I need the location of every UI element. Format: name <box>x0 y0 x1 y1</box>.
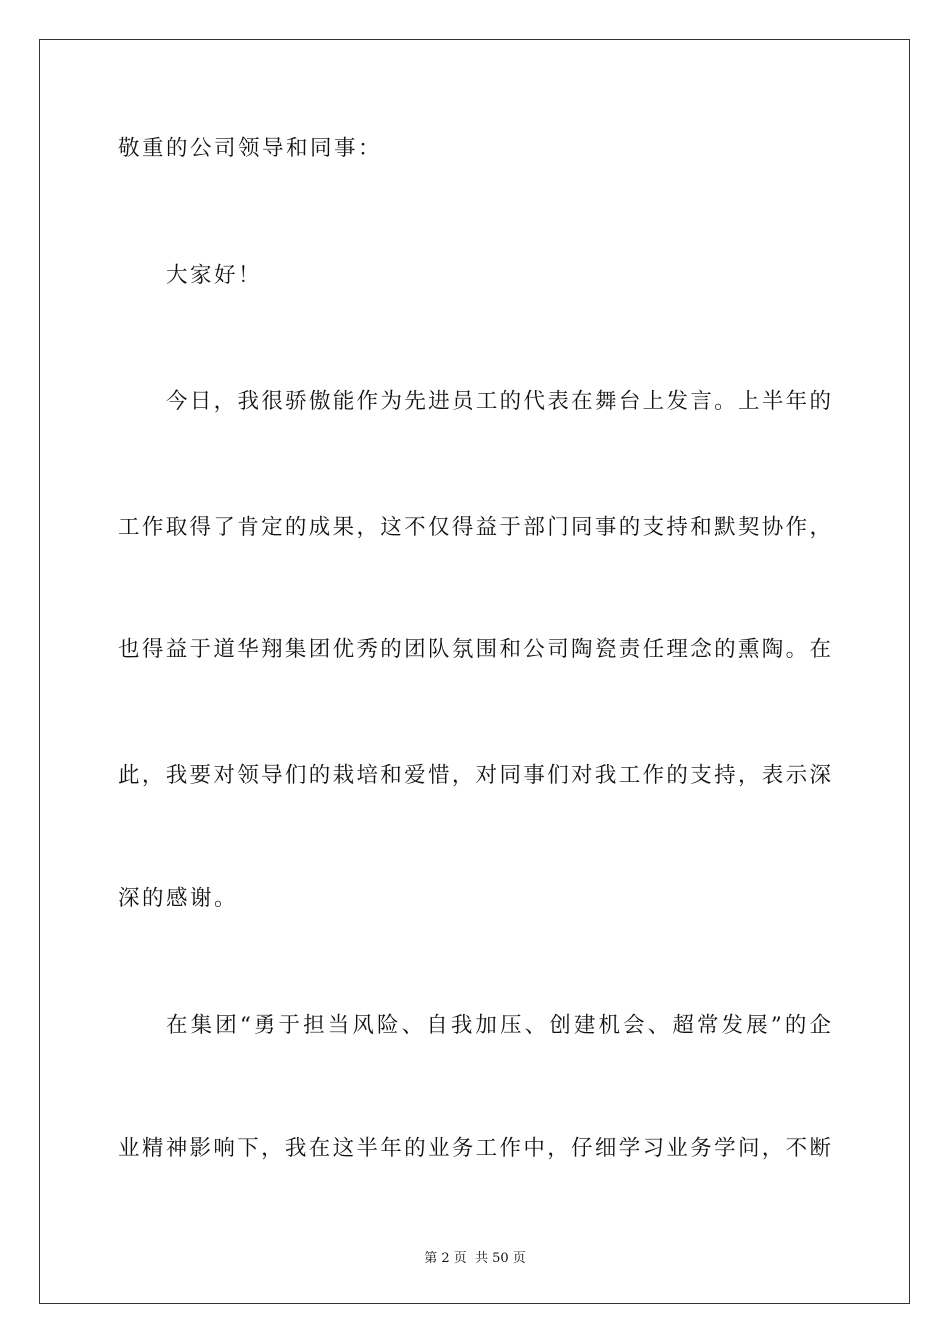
paragraph-line: 此，我要对领导们的栽培和爱惜，对同事们对我工作的支持，表示深 <box>118 763 831 788</box>
salutation: 敬重的公司领导和同事： <box>118 136 383 161</box>
paragraph-line: 业精神影响下，我在这半年的业务工作中，仔细学习业务学问，不断 <box>118 1136 831 1161</box>
paragraph-line: 今日，我很骄傲能作为先进员工的代表在舞台上发言。上半年的 <box>166 389 831 414</box>
paragraph-line: 深的感谢。 <box>118 886 239 911</box>
page-number: 第 2 页 <box>424 1251 467 1266</box>
paragraph-line: 工作取得了肯定的成果，这不仅得益于部门同事的支持和默契协作， <box>118 515 831 540</box>
paragraph-line: 也得益于道华翔集团优秀的团队氛围和公司陶瓷责任理念的熏陶。在 <box>118 637 831 662</box>
page-border <box>39 39 910 1304</box>
greeting: 大家好！ <box>166 263 263 288</box>
page-footer <box>0 1247 950 1266</box>
paragraph-line: 在集团“勇于担当风险、自我加压、创建机会、超常发展”的企 <box>166 1013 831 1038</box>
page-total: 共 50 页 <box>474 1251 526 1266</box>
